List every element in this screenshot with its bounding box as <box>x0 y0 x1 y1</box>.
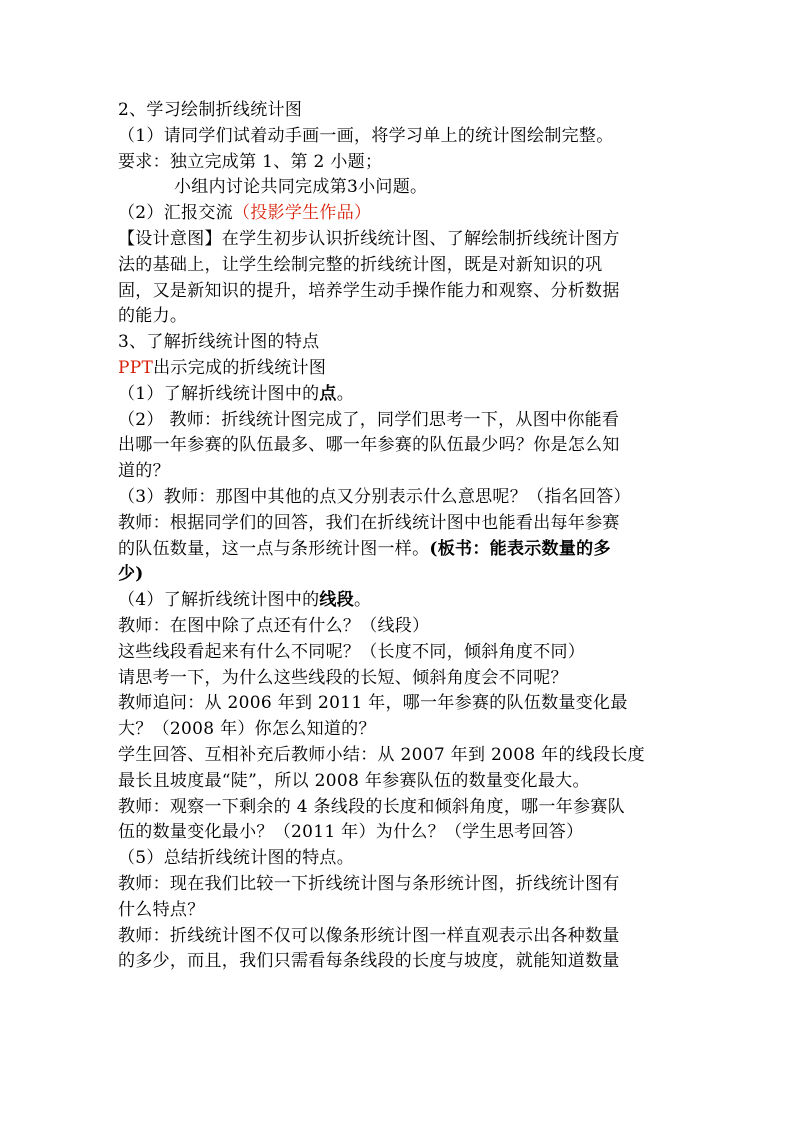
section-heading-2: 2、学习绘制折线统计图 <box>118 100 303 120</box>
paragraph-line: 教师追问：从 2006 年到 2011 年，哪一年参赛的队伍数量变化最 <box>118 693 628 714</box>
design-intent-line: 【设计意图】在学生初步认识折线统计图、了解绘制折线统计图方 <box>118 228 620 249</box>
paragraph-line: 出哪一年参赛的队伍最多、哪一年参赛的队伍最少吗？你是怎么知 <box>118 435 620 456</box>
document-page <box>118 98 678 975</box>
paragraph-line: 什么特点？ <box>118 899 205 920</box>
paragraph-line: 道的？ <box>118 461 170 482</box>
paragraph-line: 大？（2008 年）你怎么知道的？ <box>118 719 376 740</box>
paragraph-line: 教师：观察一下剩余的 4 条线段的长度和倾斜角度，哪一年参赛队 <box>118 796 625 817</box>
paragraph-line: 教师：现在我们比较一下折线统计图与条形统计图，折线统计图有 <box>118 873 620 894</box>
paragraph-line: 请思考一下，为什么这些线段的长短、倾斜角度会不同呢？ <box>118 667 568 688</box>
ppt-label: PPT <box>118 357 154 378</box>
paragraph-line: 要求：独立完成第 1、第 2 小题； <box>118 151 383 172</box>
paragraph-line: 这些线段看起来有什么不同呢？（长度不同，倾斜角度不同） <box>118 641 586 662</box>
paragraph-line: （5）总结折线统计图的特点。 <box>118 848 355 869</box>
paragraph-line: （1）了解折线统计图中的点。 <box>118 383 355 404</box>
paragraph-line: 的队伍数量，这一点与条形统计图一样。(板书：能表示数量的多 <box>118 538 611 559</box>
paragraph-line: 教师：折线统计图不仅可以像条形统计图一样直观表示出各种数量 <box>118 925 620 946</box>
paragraph-line: 伍的数量变化最小？（2011 年）为什么？（学生思考回答） <box>118 822 584 843</box>
bold-term: 点 <box>319 383 337 404</box>
bold-term: 线段 <box>319 590 355 611</box>
paragraph-line: 教师：在图中除了点还有什么？（线段） <box>118 615 430 636</box>
board-note-end: 少) <box>118 564 144 585</box>
paragraph-line: 的多少，而且，我们只需看每条线段的长度与坡度，就能知道数量 <box>118 951 620 972</box>
paragraph-line: （1）请同学们试着动手画一画，将学习单上的统计图绘制完整。 <box>118 125 614 146</box>
paragraph-line: （2）汇报交流（投影学生作品） <box>118 203 372 224</box>
paragraph-line: （3）教师：那图中其他的点又分别表示什么意思呢？（指名回答） <box>118 486 631 507</box>
design-intent-line: 固，又是新知识的提升，培养学生动手操作能力和观察、分析数据 <box>118 280 620 301</box>
paragraph-line: PPT出示完成的折线统计图 <box>118 357 327 378</box>
paragraph-line: 学生回答、互相补充后教师小结：从 2007 年到 2008 年的线段长度 <box>118 744 645 765</box>
highlight-note: （投影学生作品） <box>232 203 372 224</box>
design-intent-line: 的能力。 <box>118 306 188 327</box>
paragraph-line: 最长且坡度最“陡”，所以 2008 年参赛队伍的数量变化最大。 <box>118 770 590 791</box>
paragraph-line: 小组内讨论共同完成第3小问题。 <box>174 177 428 198</box>
paragraph-line: （4）了解折线统计图中的线段。 <box>118 590 372 611</box>
section-heading-3: 3、了解折线统计图的特点 <box>118 332 320 353</box>
board-note: (板书：能表示数量的多 <box>429 538 611 559</box>
paragraph-line: 教师：根据同学们的回答，我们在折线统计图中也能看出每年参赛 <box>118 512 620 533</box>
paragraph-line: （2） 教师：折线统计图完成了，同学们思考一下，从图中你能看 <box>118 409 620 430</box>
design-intent-line: 法的基础上，让学生绘制完整的折线统计图，既是对新知识的巩 <box>118 254 603 275</box>
